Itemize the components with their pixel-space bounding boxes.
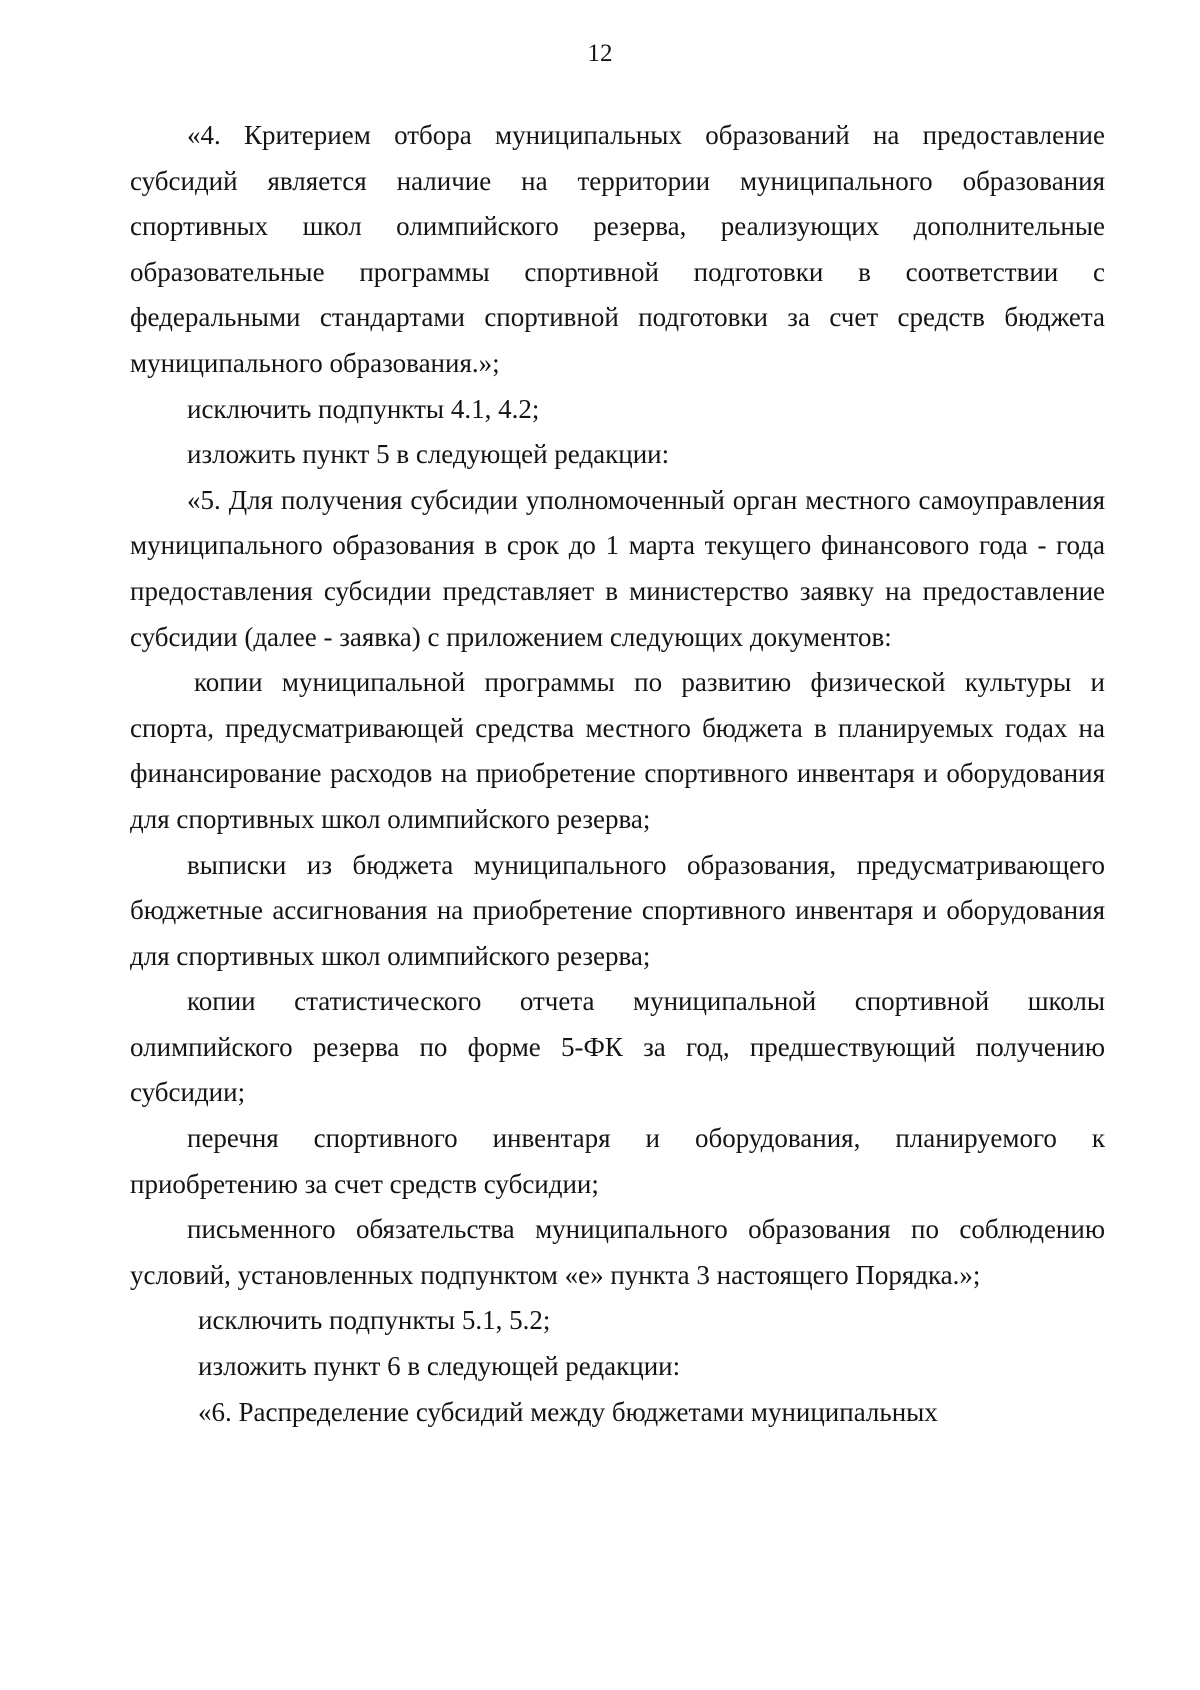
document-body	[130, 113, 1105, 1435]
list-item-program-copies: копии муниципальной программы по развитию физической культуры и спорта, предусматривающей средства местного бюджета в планируемых годах на финансирование расходов на приобретение спортивного инвентаря и оборудования для спортивных школ олимпийского резерва;	[130, 667, 1105, 834]
paragraph-exclude-5: исключить подпункты 5.1, 5.2;	[198, 1305, 551, 1336]
paragraph-amend-6: изложить пункт 6 в следующей редакции:	[198, 1351, 681, 1382]
paragraph-item-5: «5. Для получения субсидии уполномоченный орган местного самоуправления муниципального образования в срок до 1 марта текущего финансового года - года предоставления субсидии представляет в министерство заявку на предоставление субсидии (далее - заявка) с приложением следующих документов:	[130, 484, 1105, 652]
list-item-equipment-list: перечня спортивного инвентаря и оборудования, планируемого к приобретению за счет средств субсидии;	[130, 1123, 1105, 1199]
list-item-written-obligation: письменного обязательства муниципального образования по соблюдению условий, установленных подпунктом «е» пункта 3 настоящего Порядка.»;	[130, 1214, 1105, 1290]
list-item-budget-extract: выписки из бюджета муниципального образования, предусматривающего бюджетные ассигнования на приобретение спортивного инвентаря и оборудования для спортивных школ олимпийского резерва;	[130, 849, 1105, 971]
paragraph-amend-5: изложить пункт 5 в следующей редакции:	[187, 439, 670, 470]
paragraph-exclude-4: исключить подпункты 4.1, 4.2;	[187, 393, 540, 424]
list-item-statistics-report: копии статистического отчета муниципальной спортивной школы олимпийского резерва по форме 5-ФК за год, предшествующий получению субсидии;	[130, 986, 1105, 1108]
paragraph-criteria: «4. Критерием отбора муниципальных образований на предоставление субсидий является наличие на территории муниципального образования спортивных школ олимпийского резерва, реализующих дополнительные образовательные программы спортивной подготовки в соответствии с федеральными стандартами спортивной подготовки за счет средств бюджета муниципального образования.»;	[130, 120, 1105, 378]
paragraph-item-6: «6. Распределение субсидий между бюджетами муниципальных	[198, 1396, 938, 1427]
page-number: 12	[587, 40, 613, 67]
